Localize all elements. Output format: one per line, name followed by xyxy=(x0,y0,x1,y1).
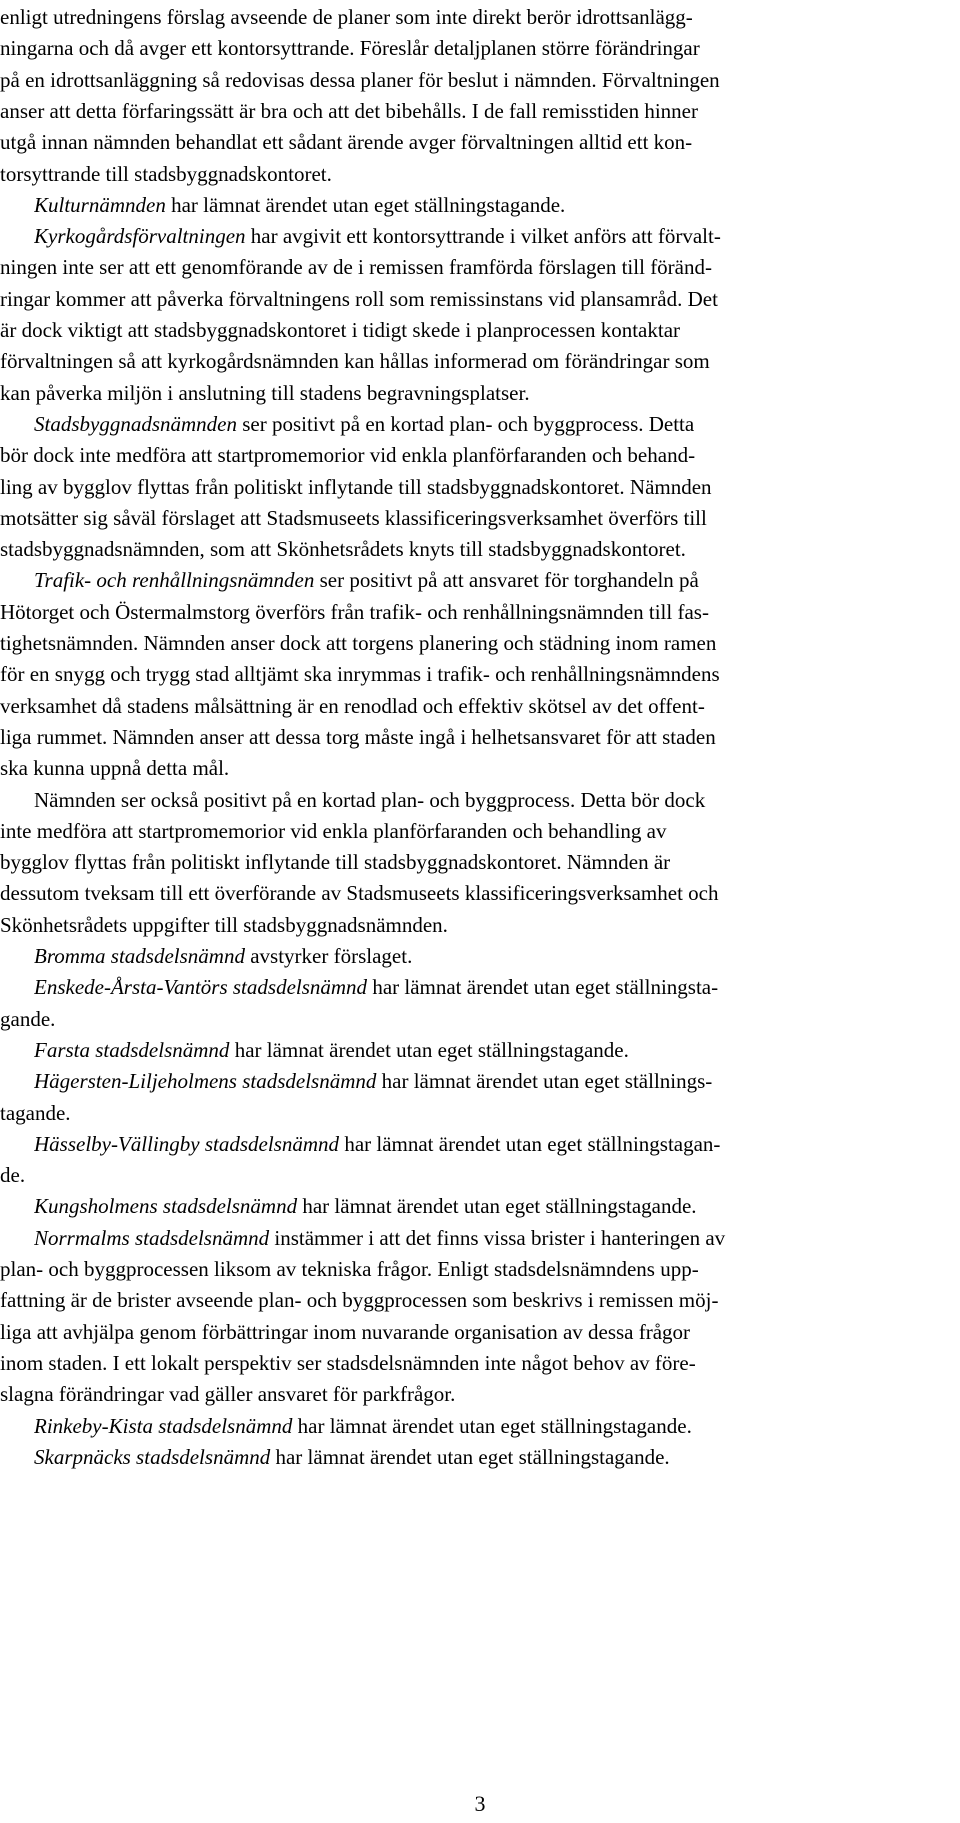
italic-term: Enskede-Årsta-Vantörs stadsdelsnämnd xyxy=(34,975,368,1000)
italic-term: Kungsholmens stadsdelsnämnd xyxy=(34,1194,298,1219)
text-segment: ringar kommer att påverka förvaltningens roll som remissinstans vid plansamråd. Det xyxy=(0,286,718,311)
text-segment: har lämnat ärendet utan eget ställningstagande. xyxy=(229,1037,629,1062)
text-line xyxy=(0,1160,957,1191)
text-line xyxy=(0,503,957,534)
text-segment: gande. xyxy=(0,1006,56,1031)
italic-term: Bromma stadsdelsnämnd xyxy=(34,944,245,968)
text-segment: tagande. xyxy=(0,1100,71,1125)
text-line xyxy=(34,1442,957,1473)
text-line xyxy=(34,1035,957,1066)
text-line xyxy=(0,878,957,909)
text-segment: torsyttrande till stadsbyggnadskontoret. xyxy=(0,161,332,186)
text-line xyxy=(34,409,957,440)
text-line xyxy=(0,847,957,878)
text-line xyxy=(0,659,957,690)
text-line xyxy=(0,440,957,471)
italic-term: Rinkeby-Kista stadsdelsnämnd xyxy=(34,1413,293,1438)
italic-term: Hägersten-Liljeholmens stadsdelsnämnd xyxy=(34,1069,377,1094)
text-line xyxy=(0,284,957,315)
italic-term: Stadsbyggnadsnämnden xyxy=(34,411,237,436)
text-line xyxy=(34,190,957,221)
italic-term: Farsta stadsdelsnämnd xyxy=(34,1037,230,1062)
text-line xyxy=(0,33,957,64)
text-segment: ling av bygglov flyttas från politiskt inflytande till stadsbyggnadskontoret. Nämnden xyxy=(0,474,712,499)
text-segment: för en snygg och trygg stad alltjämt ska inrymmas i trafik- och renhållningsnämndens xyxy=(0,662,720,687)
text-segment: liga rummet. Nämnden anser att dessa torg måste ingå i helhetsansvaret för att staden xyxy=(0,724,716,749)
text-line xyxy=(0,597,957,628)
text-line xyxy=(34,1223,957,1254)
text-line xyxy=(0,1098,957,1129)
text-segment: har lämnat ärendet utan eget ställningstagande. xyxy=(297,1194,697,1219)
text-line xyxy=(34,785,957,816)
text-segment: ser positivt på en kortad plan- och byggprocess. Detta xyxy=(237,411,695,436)
text-segment: instämmer i att det finns vissa brister i hanteringen av xyxy=(269,1225,726,1250)
text-line xyxy=(34,1411,957,1442)
text-line xyxy=(0,315,957,346)
text-line xyxy=(0,252,957,283)
text-line xyxy=(0,910,957,941)
text-line xyxy=(0,378,957,409)
italic-term: Kulturnämnden xyxy=(34,192,166,217)
text-segment: stadsbyggnadsnämnden, som att Skönhetsrådets knyts till stadsbyggnadskontoret. xyxy=(0,537,686,562)
text-line xyxy=(0,1317,957,1348)
text-line xyxy=(0,2,957,33)
text-line xyxy=(0,96,957,127)
text-segment: Nämnden ser också positivt på en kortad plan- och byggprocess. Detta bör dock xyxy=(34,787,706,812)
text-segment: ningarna och då avger ett kontorsyttrande. Föreslår detaljplanen större förändringar xyxy=(0,36,700,61)
text-segment: förvaltningen så att kyrkogårdsnämnden kan hållas informerad om förändringar som xyxy=(0,349,710,374)
text-line xyxy=(0,1254,957,1285)
text-line xyxy=(0,472,957,503)
italic-term: Hässelby-Vällingby stadsdelsnämnd xyxy=(34,1131,340,1156)
italic-term: Skarpnäcks stadsdelsnämnd xyxy=(34,1444,271,1469)
text-line xyxy=(0,534,957,565)
text-segment: avstyrker förslaget. xyxy=(244,944,413,968)
page-number: 3 xyxy=(474,1791,486,1816)
text-segment: är dock viktigt att stadsbyggnadskontoret i tidigt skede i planprocessen kontaktar xyxy=(0,318,681,342)
italic-term: Norrmalms stadsdelsnämnd xyxy=(34,1225,270,1250)
text-line xyxy=(0,65,957,96)
text-segment: har lämnat ärendet utan eget ställningstagande. xyxy=(292,1413,692,1438)
text-segment: tighetsnämnden. Nämnden anser dock att torgens planering och städning inom ramen xyxy=(0,631,717,655)
text-segment: anser att detta förfaringssätt är bra och att det bibehålls. I de fall remisstiden hinner xyxy=(0,98,698,123)
text-line xyxy=(34,565,957,596)
text-segment: verksamhet då stadens målsättning är en renodlad och effektiv skötsel av det offent- xyxy=(0,693,705,718)
text-segment: Skönhetsrådets uppgifter till stadsbyggnadsnämnden. xyxy=(0,912,448,937)
text-line xyxy=(0,346,957,377)
text-segment: dessutom tveksam till ett överförande av Stadsmuseets klassificeringsverksamhet och xyxy=(0,881,719,906)
text-segment: har lämnat ärendet utan eget ställningstagande. xyxy=(270,1444,670,1469)
text-segment: motsätter sig såväl förslaget att Stadsmuseets klassificeringsverksamhet överförs till xyxy=(0,505,707,530)
text-segment: utgå innan nämnden behandlat ett sådant ärende avger förvaltningen alltid ett kon- xyxy=(0,130,693,155)
text-segment: bör dock inte medföra att startpromemorior vid enkla planförfaranden och behand- xyxy=(0,443,696,468)
text-segment: har lämnat ärendet utan eget ställnings- xyxy=(376,1069,713,1094)
text-line xyxy=(0,722,957,753)
text-line xyxy=(0,1004,957,1035)
text-segment: Hötorget och Östermalmstorg överförs från trafik- och renhållningsnämnden till fas- xyxy=(0,599,709,624)
text-segment: ser positivt på att ansvaret för torghandeln på xyxy=(314,568,699,593)
text-line xyxy=(34,941,957,972)
text-segment: de. xyxy=(0,1163,26,1188)
text-line xyxy=(0,691,957,722)
text-line xyxy=(0,127,957,158)
text-line xyxy=(34,1129,957,1160)
text-segment: ningen inte ser att ett genomförande av de i remissen framförda förslagen till föränd- xyxy=(0,255,712,280)
text-segment: ska kunna uppnå detta mål. xyxy=(0,756,230,781)
text-line xyxy=(0,1348,957,1379)
text-segment: enligt utredningens förslag avseende de planer som inte direkt berör idrottsanlägg- xyxy=(0,5,693,29)
text-line xyxy=(34,1191,957,1222)
text-line xyxy=(0,159,957,190)
text-segment: fattning är de brister avseende plan- och byggprocessen som beskrivs i remissen möj- xyxy=(0,1288,719,1313)
text-line xyxy=(0,816,957,847)
text-segment: inom staden. I ett lokalt perspektiv ser stadsdelsnämnden inte något behov av före- xyxy=(0,1350,696,1375)
text-segment: liga att avhjälpa genom förbättringar inom nuvarande organisation av dessa frågor xyxy=(0,1319,691,1344)
text-segment: kan påverka miljön i anslutning till stadens begravningsplatser. xyxy=(0,380,530,405)
text-line xyxy=(34,972,957,1003)
text-line xyxy=(0,628,957,659)
text-segment: på en idrottsanläggning så redovisas dessa planer för beslut i nämnden. Förvaltningen xyxy=(0,67,720,92)
text-line xyxy=(34,1066,957,1097)
text-segment: bygglov flyttas från politiskt inflytande till stadsbyggnadskontoret. Nämnden är xyxy=(0,850,671,875)
text-segment: plan- och byggprocessen liksom av tekniska frågor. Enligt stadsdelsnämndens upp- xyxy=(0,1257,699,1281)
text-segment: slagna förändringar vad gäller ansvaret för parkfrågor. xyxy=(0,1382,456,1407)
italic-term: Kyrkogårdsförvaltningen xyxy=(34,224,246,249)
text-line xyxy=(0,1379,957,1410)
text-segment: har avgivit ett kontorsyttrande i vilket anförs att förvalt- xyxy=(245,224,721,249)
text-line xyxy=(34,221,957,252)
text-line xyxy=(0,753,957,784)
text-segment: har lämnat ärendet utan eget ställningstagande. xyxy=(165,192,566,217)
text-segment: har lämnat ärendet utan eget ställningsta- xyxy=(367,975,719,1000)
text-segment: har lämnat ärendet utan eget ställningstagan- xyxy=(339,1131,721,1156)
text-segment: inte medföra att startpromemorior vid enkla planförfaranden och behandling av xyxy=(0,818,667,843)
italic-term: Trafik- och renhållningsnämnden xyxy=(34,568,315,593)
text-line xyxy=(0,1285,957,1316)
